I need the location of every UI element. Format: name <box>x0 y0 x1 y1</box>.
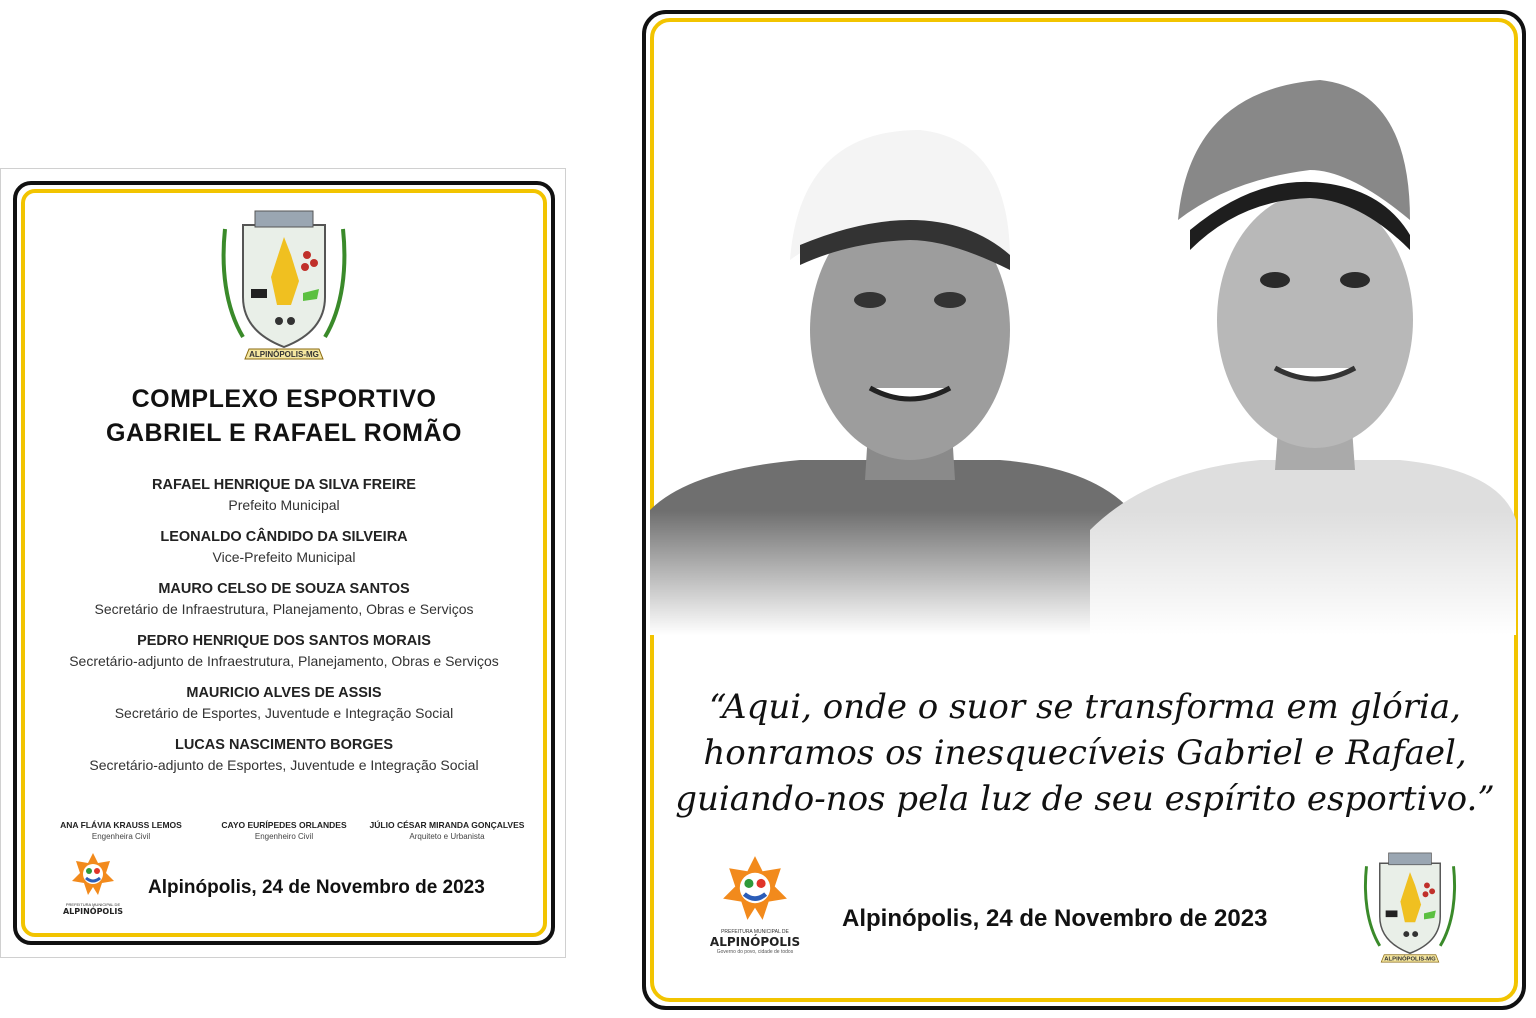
credit-entry: RAFAEL HENRIQUE DA SILVA FREIRE Prefeito Municipal <box>152 477 416 513</box>
memorial-photo <box>650 70 1516 635</box>
credits-list <box>1 475 567 787</box>
memorial-quote: “Aqui, onde o suor se transforma em glória, honramos os inesquecíveis Gabriel e Rafael, guiando-nos pela luz de seu espírito esportivo.” <box>675 687 1495 819</box>
credit-entry: MAURO CELSO DE SOUZA SANTOS Secretário de Infraestrutura, Planejamento, Obras e Serviços <box>94 581 474 617</box>
credit-entry: MAURICIO ALVES DE ASSIS Secretário de Esportes, Juventude e Integração Social <box>114 685 454 721</box>
municipal-crest-icon <box>1362 850 1458 968</box>
municipal-crest-icon <box>219 207 349 367</box>
date-text: Alpinópolis, 24 de Novembro de 2023 <box>148 877 485 898</box>
left-plaque <box>0 168 566 958</box>
credit-entry: LUCAS NASCIMENTO BORGES Secretário-adjunto de Esportes, Juventude e Integração Social <box>89 737 479 773</box>
technicians-row <box>41 819 527 842</box>
svg-text:ALPINÓPOLIS-MG: ALPINÓPOLIS-MG <box>249 350 319 359</box>
title-line-1: COMPLEXO ESPORTIVO <box>131 385 437 413</box>
municipality-logo-icon <box>68 851 118 897</box>
technician-entry: ANA FLÁVIA KRAUSS LEMOS Engenheira Civil <box>60 820 182 841</box>
municipality-logo: PREFEITURA MUNICIPAL DE ALPINÓPOLIS Governo do povo, cidade de todos <box>700 852 810 956</box>
svg-text:ALPINÓPOLIS-MG: ALPINÓPOLIS-MG <box>1384 956 1436 963</box>
technician-entry: JÚLIO CÉSAR MIRANDA GONÇALVES Arquiteto e Urbanista <box>369 820 525 841</box>
title-line-2: GABRIEL E RAFAEL ROMÃO <box>106 419 462 447</box>
technician-entry: CAYO EURÍPEDES ORLANDES Engenheiro Civil <box>221 820 347 841</box>
date-text: Alpinópolis, 24 de Novembro de 2023 <box>842 905 1268 932</box>
credit-entry: LEONALDO CÂNDIDO DA SILVEIRA Vice-Prefeito Municipal <box>160 529 408 565</box>
credit-entry: PEDRO HENRIQUE DOS SANTOS MORAIS Secretário-adjunto de Infraestrutura, Planejamento, Obras e Serviços <box>69 633 499 669</box>
municipality-logo-icon <box>717 852 793 924</box>
municipality-logo: PREFEITURA MUNICIPAL DE ALPINÓPOLIS <box>53 851 133 916</box>
